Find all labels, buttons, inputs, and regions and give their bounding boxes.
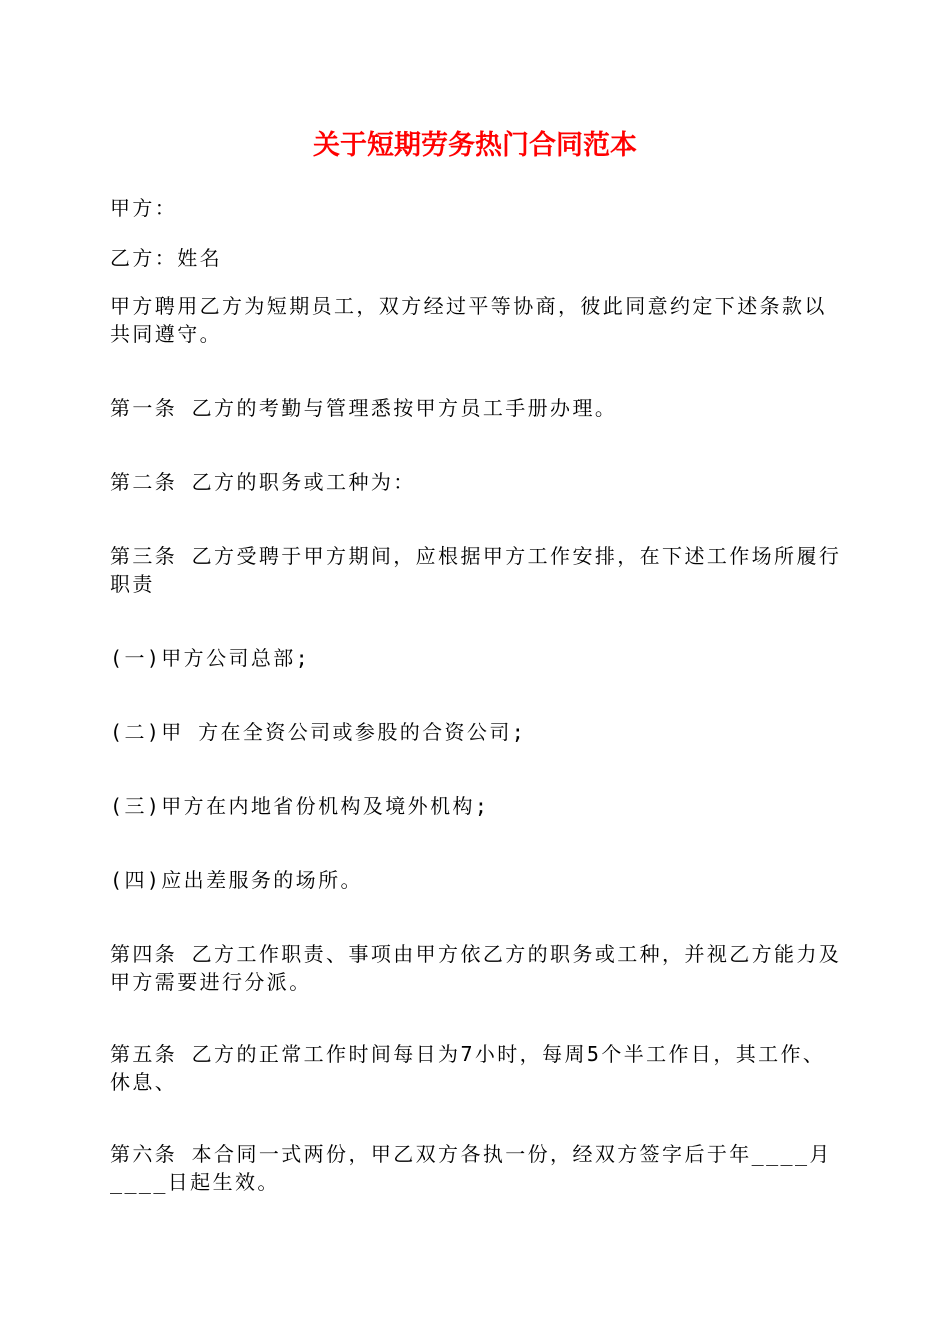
article-5: 第五条 乙方的正常工作时间每日为7小时，每周5个半工作日，其工作、休息、	[110, 1042, 826, 1094]
party-a-line: 甲方：	[110, 196, 178, 220]
article-3-item-2: (二)甲 方在全资公司或参股的合资公司;	[110, 720, 527, 744]
article-2: 第二条 乙方的职务或工种为：	[110, 470, 416, 494]
article-3-item-3: (三)甲方在内地省份机构及境外机构;	[110, 794, 490, 818]
preamble-paragraph: 甲方聘用乙方为短期员工，双方经过平等协商，彼此同意约定下述条款以共同遵守。	[110, 294, 827, 346]
article-3-item-1: (一)甲方公司总部;	[110, 646, 311, 670]
article-4: 第四条 乙方工作职责、事项由甲方依乙方的职务或工种，并视乙方能力及甲方需要进行分派。	[110, 942, 842, 994]
article-1: 第一条 乙方的考勤与管理悉按甲方员工手册办理。	[110, 396, 618, 420]
article-3-item-4: (四)应出差服务的场所。	[110, 868, 363, 892]
document-title: 关于短期劳务热门合同范本	[313, 130, 637, 161]
article-3: 第三条 乙方受聘于甲方期间，应根据甲方工作安排，在下述工作场所履行职责	[110, 544, 842, 596]
article-6: 第六条 本合同一式两份，甲乙双方各执一份，经双方签字后于年____月____日起生效。	[110, 1142, 832, 1194]
party-b-line: 乙方：姓名	[110, 246, 222, 270]
